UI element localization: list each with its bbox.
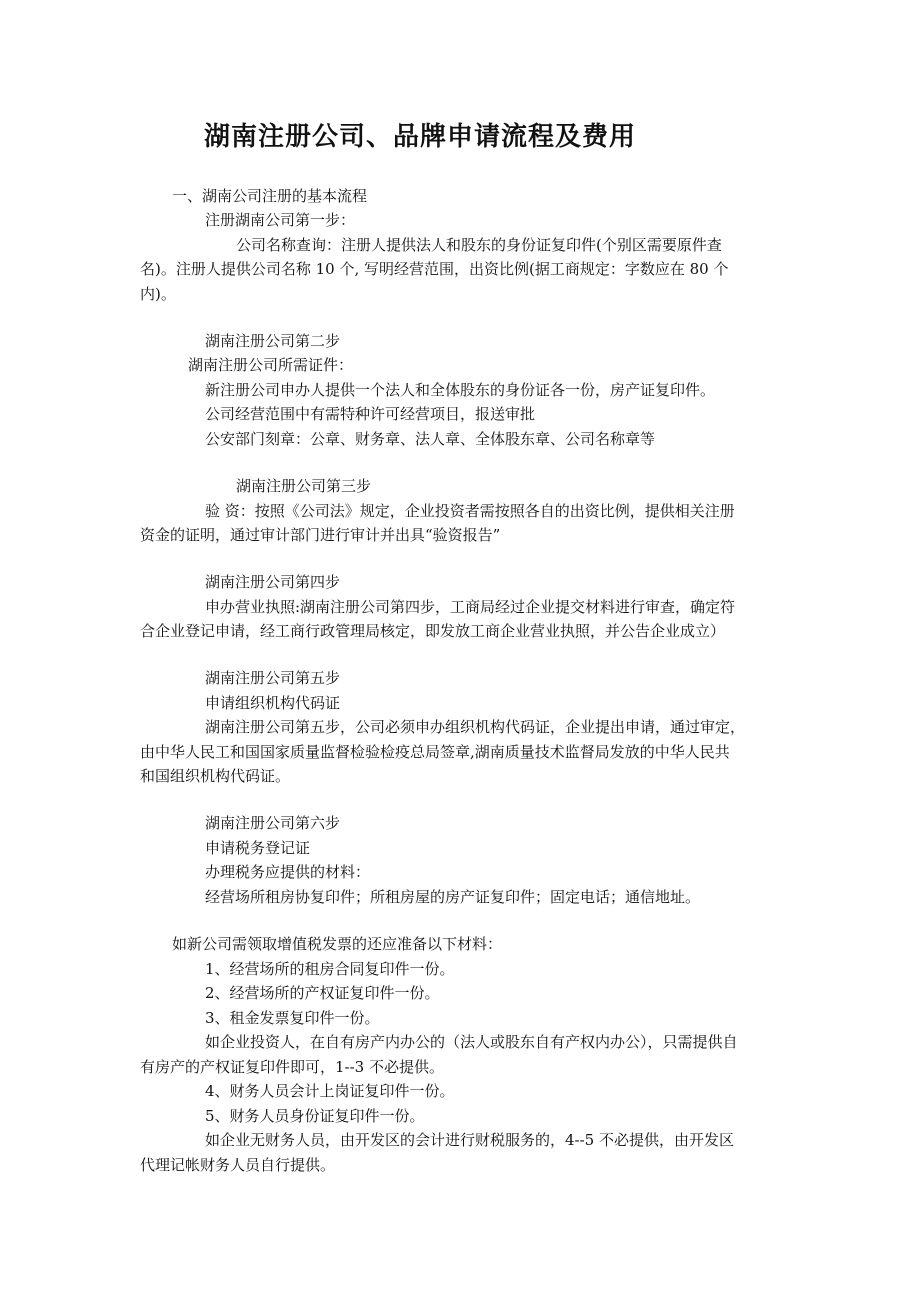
paragraph-line: 公司经营范围中有需特种许可经营项目，报送审批	[205, 405, 536, 423]
paragraph-line: 如新公司需领取增值税发票的还应准备以下材料：	[172, 935, 503, 953]
paragraph-line: 合企业登记申请，经工商行政管理局核定，即发放工商企业营业执照，并公告企业成立）	[140, 622, 726, 640]
paragraph-line: 内)。	[140, 285, 176, 303]
step-heading: 湖南注册公司第三步	[236, 477, 372, 495]
paragraph-line: 名)。注册人提供公司名称 10 个, 写明经营范围，出资比例(据工商规定：字数应在 80 个	[140, 260, 729, 278]
paragraph-line: 资金的证明，通过审计部门进行审计并出具“验资报告”	[140, 526, 501, 544]
paragraph-line: 如企业投资人，在自有房产内办公的（法人或股东自有产权内办公），只需提供自	[205, 1033, 738, 1051]
step-heading: 注册湖南公司第一步：	[205, 211, 356, 229]
list-item: 2、经营场所的产权证复印件一份。	[205, 984, 440, 1002]
paragraph-line: 和国组织机构代码证。	[140, 767, 291, 785]
paragraph-line: 湖南注册公司所需证件：	[188, 356, 354, 374]
paragraph-line: 申请组织机构代码证	[205, 694, 341, 712]
list-item: 1、经营场所的租房合同复印件一份。	[205, 960, 455, 978]
paragraph-line: 新注册公司申办人提供一个法人和全体股东的身份证各一份，房产证复印件。	[205, 381, 716, 399]
step-heading: 湖南注册公司第二步	[205, 332, 341, 350]
list-item: 5、财务人员身份证复印件一份。	[205, 1107, 425, 1125]
section-heading: 一、湖南公司注册的基本流程	[172, 187, 368, 205]
step-heading: 湖南注册公司第四步	[205, 573, 341, 591]
step-heading: 湖南注册公司第六步	[205, 814, 341, 832]
paragraph-line: 公司名称查询：注册人提供法人和股东的身份证复印件(个别区需要原件查	[236, 236, 722, 254]
step-heading: 湖南注册公司第五步	[205, 669, 341, 687]
paragraph-line: 如企业无财务人员，由开发区的会计进行财税服务的，4--5 不必提供，由开发区	[205, 1131, 734, 1149]
paragraph-line: 代理记帐财务人员自行提供。	[140, 1156, 336, 1174]
paragraph-line: 申请税务登记证	[205, 839, 311, 857]
paragraph-line: 有房产的产权证复印件即可，1--3 不必提供。	[140, 1058, 444, 1076]
paragraph-line: 申办营业执照:湖南注册公司第四步，工商局经过企业提交材料进行审查，确定符	[205, 598, 736, 616]
paragraph-line: 办理税务应提供的材料：	[205, 863, 371, 881]
paragraph-line: 经营场所租房协复印件；所租房屋的房产证复印件；固定电话；通信地址。	[205, 888, 701, 906]
list-item: 3、租金发票复印件一份。	[205, 1009, 380, 1027]
paragraph-line: 验 资：按照《公司法》规定，企业投资者需按照各自的出资比例，提供相关注册	[205, 502, 735, 520]
paragraph-line: 湖南注册公司第五步，公司必须申办组织机构代码证，企业提出申请，通过审定，	[205, 718, 746, 736]
paragraph-line: 公安部门刻章：公章、财务章、法人章、全体股东章、公司名称章等	[205, 430, 656, 448]
list-item: 4、财务人员会计上岗证复印件一份。	[205, 1082, 455, 1100]
document-title: 湖南注册公司、品牌申请流程及费用	[203, 122, 636, 152]
paragraph-line: 由中华人民工和国国家质量监督检验检疫总局签章,湖南质量技术监督局发放的中华人民共	[140, 743, 730, 761]
